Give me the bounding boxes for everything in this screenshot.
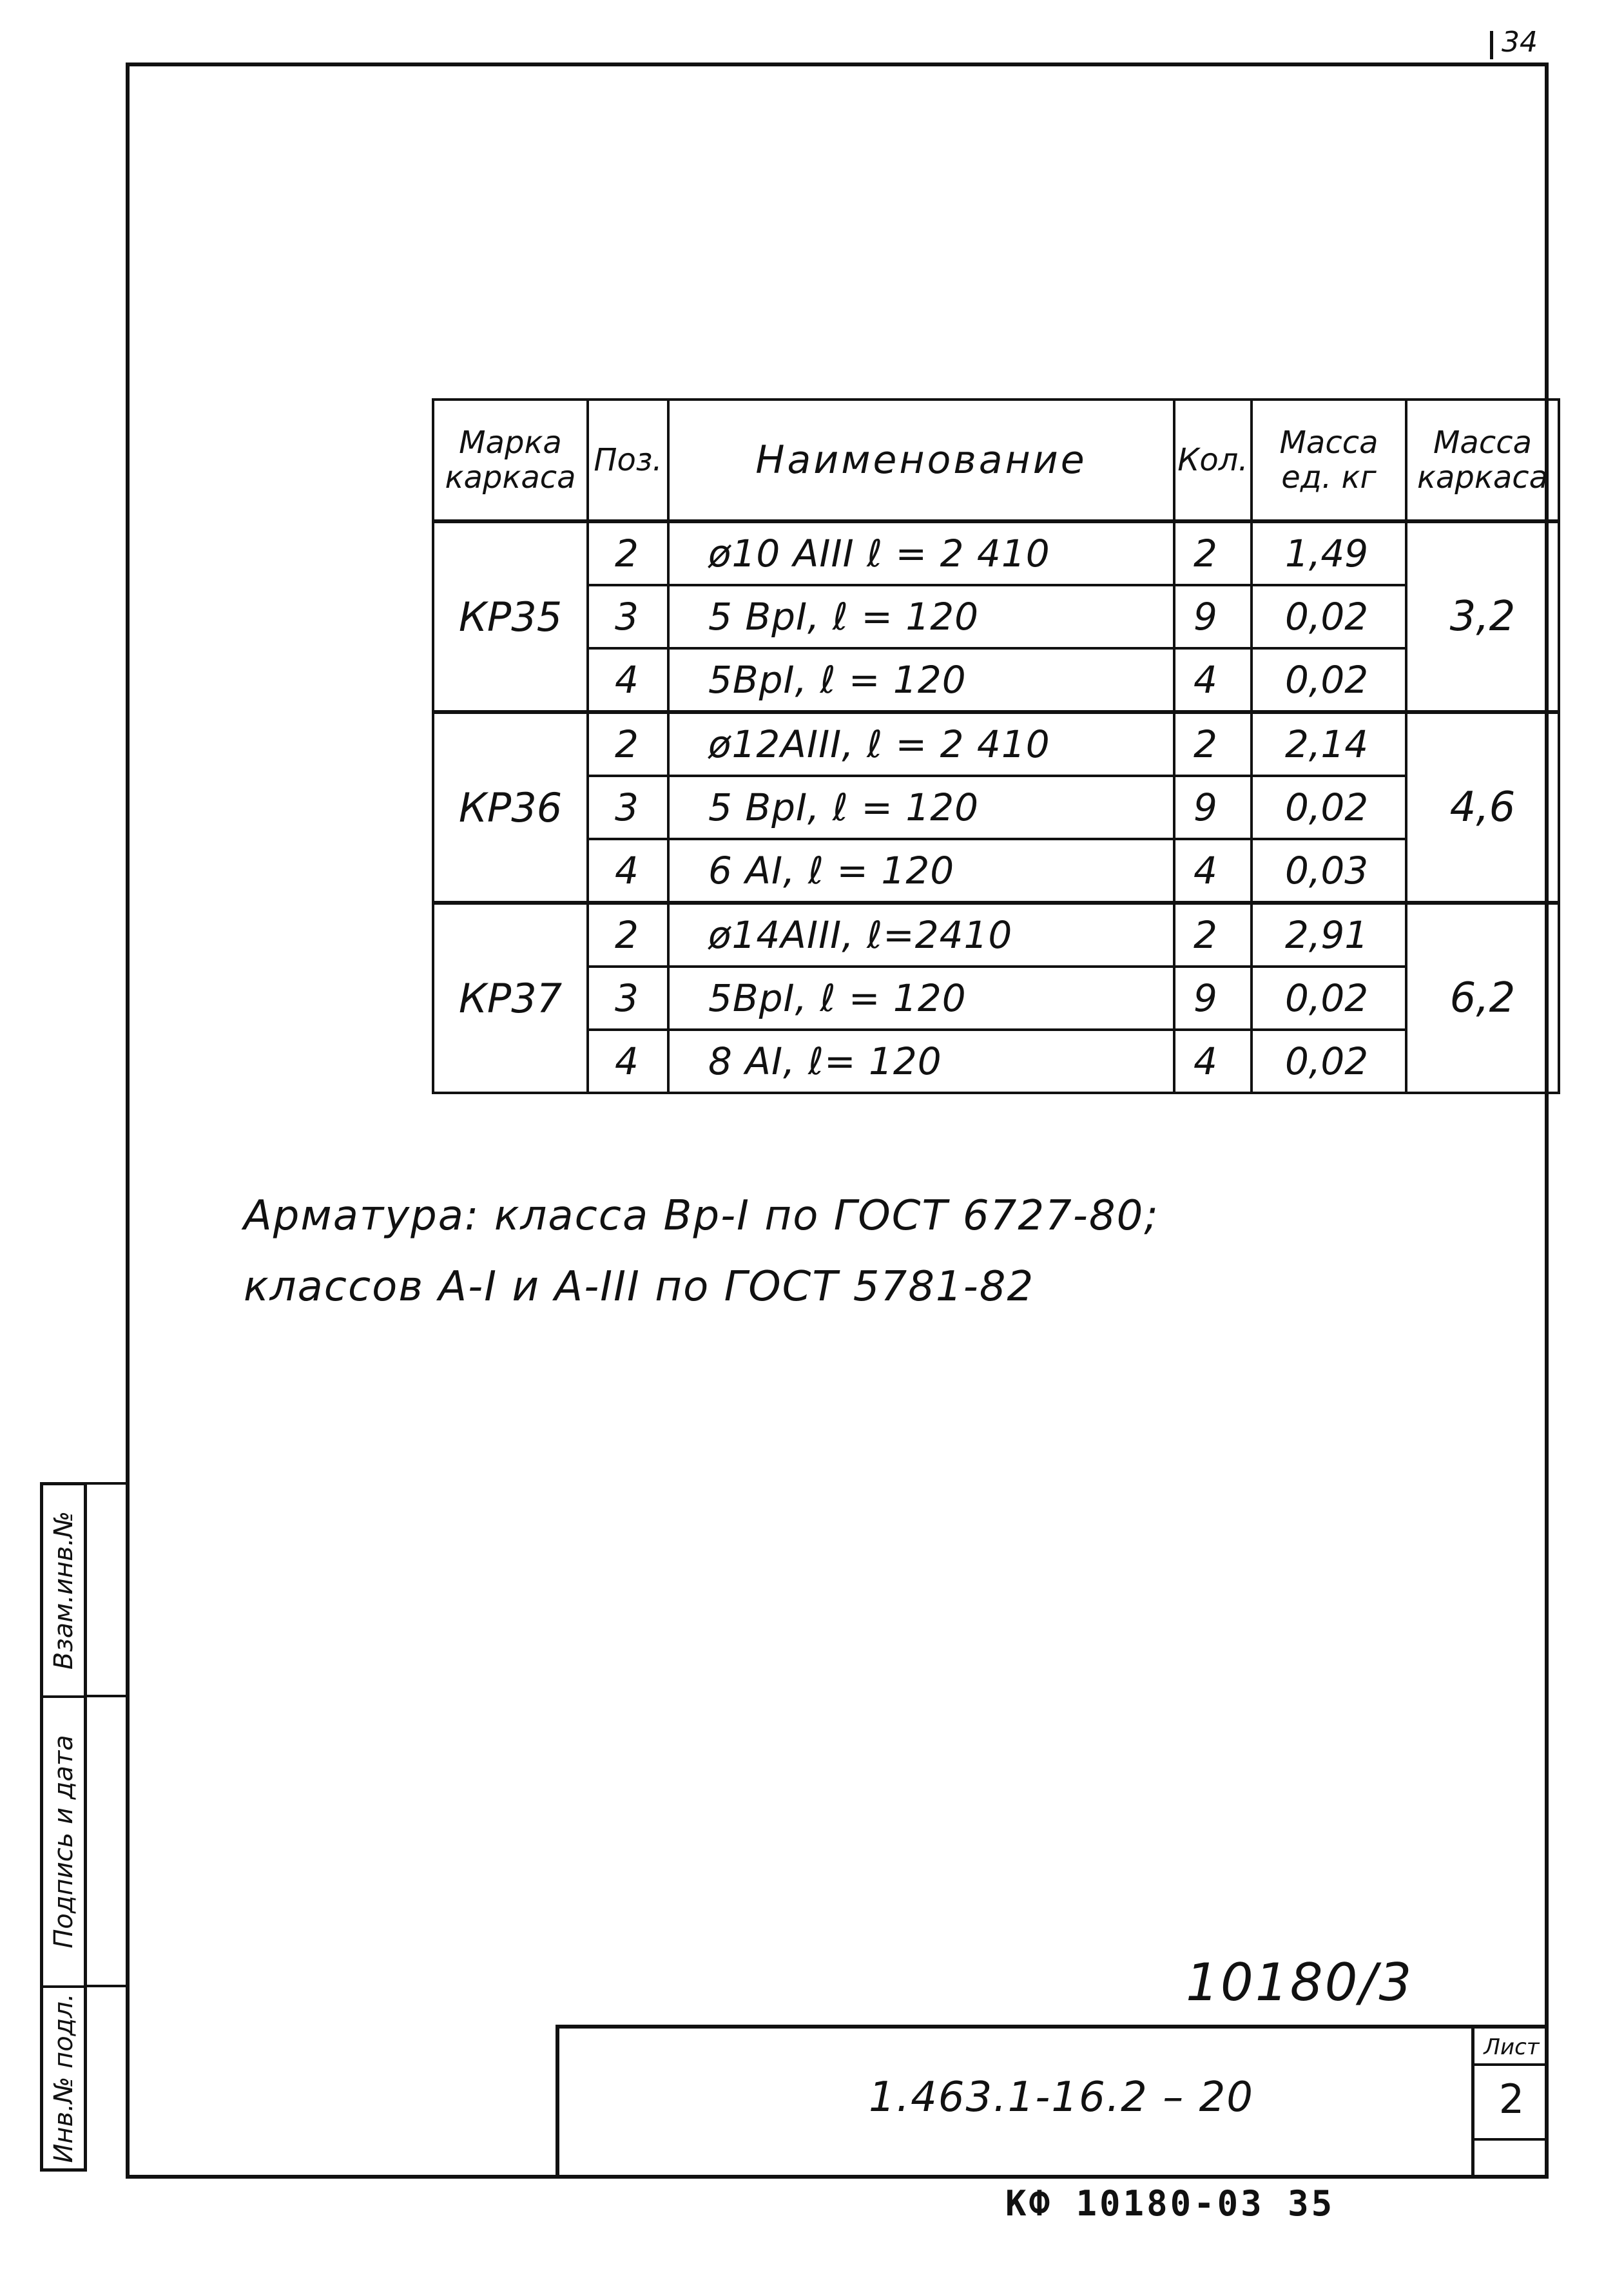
sheet-label: Лист: [1474, 2029, 1549, 2066]
frame-mark: КР37: [433, 903, 588, 1093]
table-row: [433, 1030, 1559, 1093]
unit-mass: 0,02: [1252, 648, 1406, 712]
unit-mass: 1,49: [1252, 521, 1406, 585]
quantity: 4: [1174, 839, 1252, 903]
item-name: ø14АIII, ℓ=2410: [668, 903, 1174, 967]
position: 2: [588, 903, 668, 967]
archive-code: КФ 10180-03 35: [1005, 2183, 1335, 2224]
unit-mass: 2,14: [1252, 712, 1406, 776]
quantity: 9: [1174, 585, 1252, 648]
unit-mass: 0,02: [1252, 967, 1406, 1030]
header-qty: Кол.: [1174, 400, 1252, 521]
title-block: [556, 2025, 1549, 2179]
position: 4: [588, 1030, 668, 1093]
header-name: Наименование: [668, 400, 1174, 521]
header-frame-mass: Масса каркаса: [1406, 400, 1559, 521]
header-unit-mass: Масса ед. кг: [1252, 400, 1406, 521]
item-name: 5ВрI, ℓ = 120: [668, 967, 1174, 1030]
specification-table: [432, 398, 1560, 1094]
header-mark: Марка каркаса: [433, 400, 588, 521]
strip-divider: [87, 1985, 126, 1987]
quantity: 9: [1174, 776, 1252, 839]
item-name: ø12АIII, ℓ = 2 410: [668, 712, 1174, 776]
item-name: 5 ВрI, ℓ = 120: [668, 776, 1174, 839]
unit-mass: 0,02: [1252, 776, 1406, 839]
frame-mass: 6,2: [1406, 903, 1559, 1093]
quantity: 2: [1174, 712, 1252, 776]
frame-mark: КР35: [433, 521, 588, 712]
sheet-number: 2: [1498, 2076, 1525, 2123]
table-row: [433, 521, 1559, 585]
reinforcement-note-line-2: классов А-I и А-III по ГОСТ 5781-82: [244, 1263, 1035, 1311]
table-row: [433, 712, 1559, 776]
quantity: 4: [1174, 648, 1252, 712]
strip-cell-original-inv: [43, 1988, 84, 2168]
table-row: [433, 585, 1559, 648]
unit-mass: 0,02: [1252, 585, 1406, 648]
strip-label-replaced-inv: Взам.инв.№: [48, 1510, 79, 1670]
group-kr37: [433, 903, 1559, 1093]
item-name: 5ВрI, ℓ = 120: [668, 648, 1174, 712]
header-pos: Поз.: [588, 400, 668, 521]
position: 4: [588, 839, 668, 903]
left-stamp-strip: [40, 1482, 87, 2172]
table-row: [433, 839, 1559, 903]
strip-cell-replaced-inv: [43, 1485, 84, 1698]
quantity: 2: [1174, 521, 1252, 585]
strip-label-original-inv: Инв.№ подл.: [48, 1993, 79, 2163]
sheet-box-divider: [1474, 2138, 1549, 2141]
table-row: [433, 903, 1559, 967]
reinforcement-note-line-1: Арматура: класса Вр-I по ГОСТ 6727-80;: [244, 1192, 1159, 1240]
quantity: 2: [1174, 903, 1252, 967]
item-name: 6 АI, ℓ = 120: [668, 839, 1174, 903]
position: 4: [588, 648, 668, 712]
strip-label-signature-date: Подпись и дата: [48, 1735, 79, 1949]
position: 2: [588, 712, 668, 776]
position: 3: [588, 585, 668, 648]
group-kr36: [433, 712, 1559, 903]
unit-mass: 0,03: [1252, 839, 1406, 903]
position: 3: [588, 967, 668, 1030]
item-name: 5 ВрI, ℓ = 120: [668, 585, 1174, 648]
handwritten-doc-number: 10180/3: [1186, 1952, 1414, 2012]
group-kr35: [433, 521, 1559, 712]
position: 2: [588, 521, 668, 585]
strip-divider: [87, 1695, 126, 1697]
page-number: 34: [1502, 26, 1538, 59]
unit-mass: 2,91: [1252, 903, 1406, 967]
table-header-row: [433, 400, 1559, 521]
strip-cell-signature-date: [43, 1698, 84, 1988]
unit-mass: 0,02: [1252, 1030, 1406, 1093]
item-name: 8 АI, ℓ= 120: [668, 1030, 1174, 1093]
position: 3: [588, 776, 668, 839]
quantity: 4: [1174, 1030, 1252, 1093]
document-designation: 1.463.1-16.2 – 20: [869, 2074, 1254, 2121]
table-row: [433, 648, 1559, 712]
strip-divider: [87, 1482, 126, 1485]
frame-mark: КР36: [433, 712, 588, 903]
quantity: 9: [1174, 967, 1252, 1030]
sheet-box: [1471, 2029, 1549, 2179]
left-strip-column: [87, 1482, 126, 2172]
frame-mass: 4,6: [1406, 712, 1559, 903]
table-row: [433, 967, 1559, 1030]
item-name: ø10 АIII ℓ = 2 410: [668, 521, 1174, 585]
table-row: [433, 776, 1559, 839]
frame-mass: 3,2: [1406, 521, 1559, 712]
drawing-frame: [126, 63, 1549, 2179]
